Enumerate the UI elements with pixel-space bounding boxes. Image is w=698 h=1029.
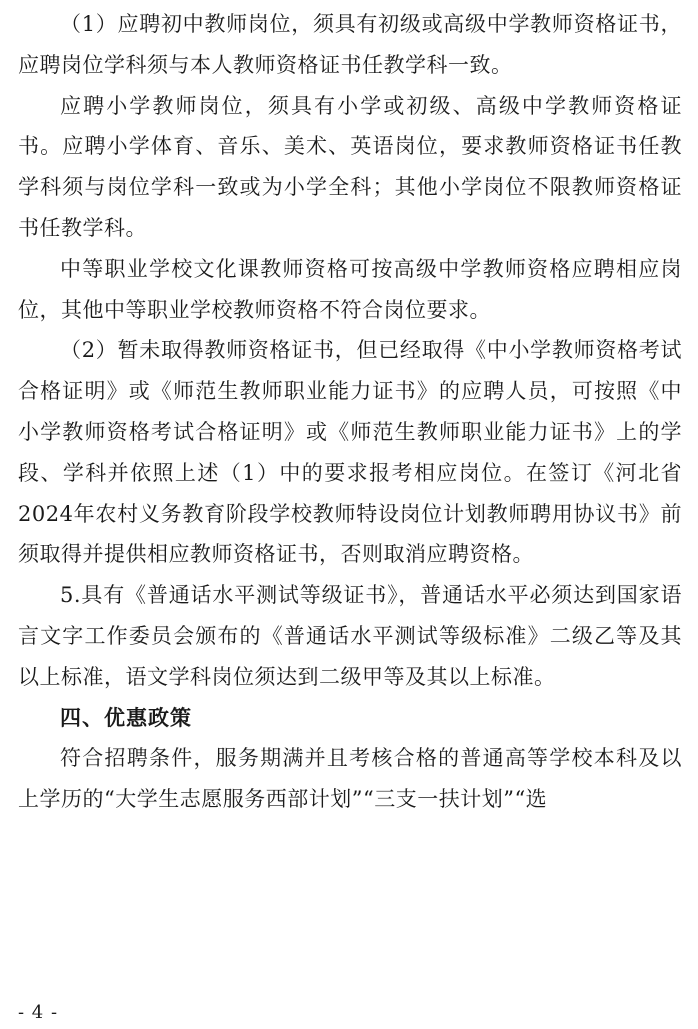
- section-heading-preferential-policy: 四、优惠政策: [60, 705, 192, 730]
- paragraph-mandarin-certificate: 5.具有《普通话水平测试等级证书》，普通话水平必须达到国家语言文字工作委员会颁布的《普通话水平测试等级标准》二级乙等及其以上标准，语文学科岗位须达到二级甲等及其以上标准。: [18, 583, 682, 689]
- page-number: - 4 -: [18, 1002, 59, 1023]
- paragraph-preferential-policy: 符合招聘条件，服务期满并且考核合格的普通高等学校本科及以上学历的“大学生志愿服务西部计划”“三支一扶计划”“选: [18, 746, 682, 812]
- document-body: [18, 4, 682, 820]
- paragraph-primary-requirement: 应聘小学教师岗位，须具有小学或初级、高级中学教师资格证书。应聘小学体育、音乐、美术、英语岗位，要求教师资格证书任教学科须与岗位学科一致或为小学全科；其他小学岗位不限教师资格证书任教学科。: [18, 93, 682, 240]
- paragraph-provisional-certificate: （2）暂未取得教师资格证书，但已经取得《中小学教师资格考试合格证明》或《师范生教师职业能力证书》的应聘人员，可按照《中小学教师资格考试合格证明》或《师范生教师职业能力证书》上的学段、学科并依照上述（1）中的要求报考相应岗位。在签订《河北省2024年农村义务教育阶段学校教师特设岗位计划教师聘用协议书》前须取得并提供相应教师资格证书，否则取消应聘资格。: [18, 338, 682, 567]
- paragraph-junior-high-requirement: （1）应聘初中教师岗位，须具有初级或高级中学教师资格证书，应聘岗位学科须与本人教师资格证书任教学科一致。: [18, 12, 682, 77]
- paragraph-vocational-requirement: 中等职业学校文化课教师资格可按高级中学教师资格应聘相应岗位，其他中等职业学校教师资格不符合岗位要求。: [18, 256, 682, 322]
